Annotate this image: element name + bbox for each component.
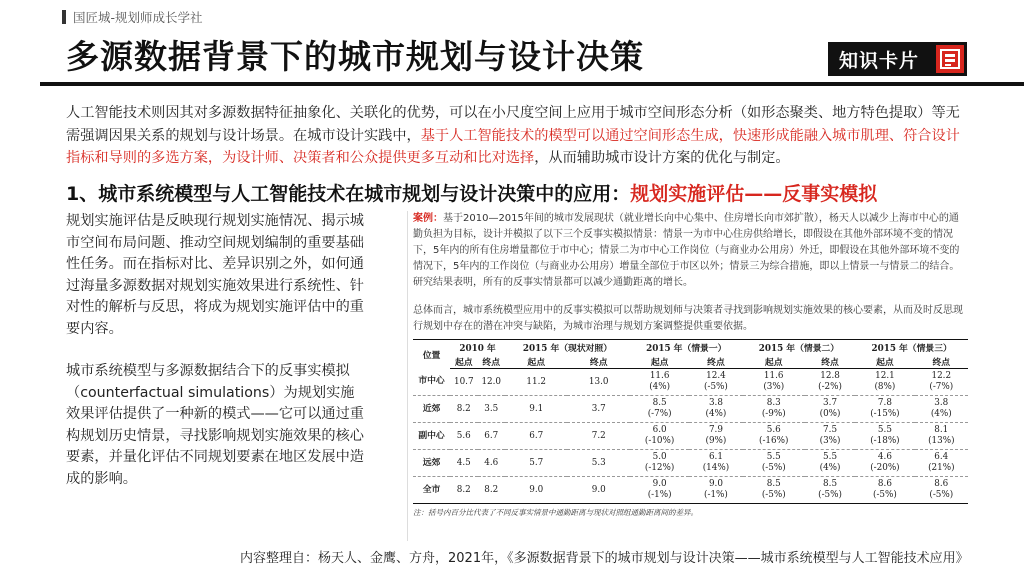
- left-paragraph-1: 规划实施评估是反映现行规划实施情况、揭示城市空间布局问题、推动空间规划编制的重要基础性任务。而在指标对比、差异识别之外，如何通过海量多源数据对规划实施效果进行系统性、针对性的解析与反思，将成为规划实施评估中的重要内容。: [66, 213, 364, 337]
- intro-highlight: 基于人工智能技术的模型可以通过空间形态生成，快速形成能融入城市肌理、符合设计指标和导则的多选方案，为设计师、决策者和公众提供更多互动和比对选择: [66, 127, 960, 166]
- cell-value: 5.7: [529, 457, 544, 468]
- cell-percent: (-2%): [818, 382, 842, 392]
- cell-percent: (-5%): [818, 490, 842, 500]
- table-cell: [855, 450, 914, 477]
- cell-value: 13.0: [588, 376, 609, 387]
- intro-text-1: 人工智能技术则因其对多源数据特征抽象化、关联化的优势，可以在小尺度空间上应用于城市空间形态分析（如形态聚类、地方特色提取）等无需强调因果关系的规划与设计场景。在城市设计实践中，: [66, 105, 960, 144]
- table-cell: [630, 450, 689, 477]
- cell-percent: (-5%): [873, 490, 897, 500]
- row-location: 近郊: [413, 396, 450, 423]
- cell-value: 3.7: [823, 398, 838, 408]
- row-location: 远郊: [413, 450, 450, 477]
- sub-header: 起点: [505, 354, 568, 369]
- row-location: 副中心: [413, 423, 450, 450]
- cell-value: 12.2: [931, 371, 952, 381]
- cell-value: 8.5: [766, 479, 781, 489]
- cell-value: 6.4: [934, 452, 949, 462]
- table-cell: [743, 477, 805, 504]
- cell-value: 4.6: [484, 457, 499, 468]
- cell-percent: (21%): [928, 463, 955, 473]
- cell-value: 8.2: [456, 403, 471, 414]
- table-cell: [450, 477, 477, 504]
- table-cell: [567, 396, 630, 423]
- intro-text-2: ，从而辅助城市设计方案的优化与制定。: [534, 150, 790, 166]
- case-label: 案例：: [413, 213, 443, 224]
- cell-value: 11.2: [526, 376, 547, 387]
- sub-header: 终点: [805, 354, 855, 369]
- table-cell: [805, 369, 855, 396]
- table-cell: [567, 369, 630, 396]
- cell-percent: (-7%): [647, 409, 672, 419]
- table-row: [413, 396, 968, 423]
- table-cell: [743, 396, 805, 423]
- cell-percent: (3%): [763, 382, 785, 392]
- sub-header: 终点: [689, 354, 742, 369]
- cell-percent: (-5%): [704, 382, 728, 392]
- sub-header: 起点: [450, 354, 477, 369]
- cell-value: 12.1: [875, 371, 895, 381]
- cell-percent: (3%): [819, 436, 841, 446]
- table-cell: [505, 477, 568, 504]
- cell-percent: (13%): [928, 436, 955, 446]
- table-cell: [743, 423, 805, 450]
- table-cell: [689, 423, 742, 450]
- cell-percent: (4%): [705, 409, 727, 419]
- cell-percent: (9%): [705, 436, 727, 446]
- table-row: [413, 369, 968, 396]
- table-cell: [689, 396, 742, 423]
- table-cell: [567, 477, 630, 504]
- table-cell: [915, 423, 968, 450]
- table-cell: [505, 369, 568, 396]
- sub-header: 终点: [567, 354, 630, 369]
- cell-percent: (-7%): [929, 382, 954, 392]
- cell-value: 9.0: [652, 479, 667, 489]
- cell-percent: (-12%): [644, 463, 675, 473]
- cell-value: 11.6: [763, 371, 784, 381]
- cell-percent: (4%): [819, 463, 841, 473]
- row-location: 全市: [413, 477, 450, 504]
- table-cell: [805, 450, 855, 477]
- table-cell: [689, 477, 742, 504]
- cell-value: 5.0: [652, 452, 667, 462]
- logo-icon: [936, 45, 964, 73]
- section-heading: [66, 179, 877, 206]
- cell-value: 10.7: [453, 376, 474, 387]
- source-citation: 内容整理自：杨天人、金鹰、方舟，2021年，《多源数据背景下的城市规划与设计决策——城市系统模型与人工智能技术应用》: [240, 551, 969, 566]
- commute-table: [413, 339, 968, 504]
- group-header: 2015 年（现状对照）: [505, 340, 630, 355]
- group-header: 2015 年（情景三）: [855, 340, 968, 355]
- table-cell: [855, 477, 914, 504]
- cell-value: 8.2: [456, 484, 471, 495]
- cell-value: 11.6: [649, 371, 670, 381]
- cell-percent: (-1%): [704, 490, 728, 500]
- table-cell: [855, 369, 914, 396]
- cell-value: 5.3: [591, 457, 606, 468]
- case-panel: [407, 211, 968, 541]
- cell-value: 9.0: [708, 479, 723, 489]
- intro-paragraph: [66, 102, 966, 170]
- cell-value: 9.0: [529, 484, 544, 495]
- sub-header: 起点: [630, 354, 689, 369]
- cell-percent: (-15%): [870, 409, 900, 419]
- table-cell: [450, 423, 477, 450]
- case-summary: 总体而言，城市系统模型应用中的反事实模拟可以帮助规划师与决策者寻找到影响规划实施效果的核心要素，从而及时反思现行规划中存在的潜在冲突与缺陷，为城市治理与规划方案调整提供重要依据。: [413, 305, 963, 332]
- cell-percent: (8%): [874, 382, 896, 392]
- table-cell: [478, 396, 505, 423]
- cell-value: 5.6: [456, 430, 471, 441]
- cell-value: 8.1: [934, 425, 949, 435]
- table-cell: [630, 423, 689, 450]
- cell-value: 3.8: [934, 398, 949, 408]
- cell-value: 8.6: [877, 479, 892, 489]
- cell-percent: (14%): [702, 463, 730, 473]
- case-body: 基于2010—2015年间的城市发展现状（就业增长向中心集中、住房增长向市郊扩散），杨天人以减少上海市中心的通勤负担为目标，设计并模拟了以下三个反事实模拟情景：情景一为市中心住房供给增长，即假设在其他外部环境不变的情况下，5年内的所有住房增量都位于市中心；情景二为市中心工作岗位（与商业办公用房）外迁，即假设在其他外部环境不变的情况下，5年内的工作岗位（与商业办公用房）增量全部位于市区以外；情景三为综合措施，即以上情景一与情景二的结合。研究结果表明，所有的反事实情景都可以减少通勤距离的增长。: [413, 213, 960, 288]
- cell-value: 5.5: [877, 425, 892, 435]
- sub-header: 起点: [743, 354, 805, 369]
- cell-value: 9.0: [591, 484, 606, 495]
- table-cell: [915, 369, 968, 396]
- cell-value: 8.5: [652, 398, 667, 408]
- cell-percent: (0%): [819, 409, 841, 419]
- cell-value: 8.6: [934, 479, 949, 489]
- cell-percent: (4%): [930, 409, 952, 419]
- cell-value: 7.9: [708, 425, 723, 435]
- cell-percent: (-1%): [647, 490, 672, 500]
- cell-percent: (-5%): [761, 490, 786, 500]
- brand-name: 国匠城-规划师成长学社: [73, 10, 203, 25]
- cell-percent: (-16%): [759, 436, 789, 446]
- cell-value: 5.6: [766, 425, 781, 435]
- group-header: 2010 年: [450, 340, 505, 355]
- case-text: [408, 211, 968, 291]
- table-cell: [630, 396, 689, 423]
- table-cell: [630, 369, 689, 396]
- cell-percent: (-10%): [644, 436, 675, 446]
- section-heading-highlight: 规划实施评估——反事实模拟: [630, 183, 878, 205]
- table-cell: [805, 396, 855, 423]
- section-heading-main: 1、城市系统模型与人工智能技术在城市规划与设计决策中的应用：: [66, 183, 631, 205]
- cell-value: 8.5: [823, 479, 838, 489]
- table-cell: [689, 450, 742, 477]
- loc-header: 位置: [413, 340, 450, 369]
- table-cell: [567, 450, 630, 477]
- brand-bar: [62, 10, 66, 24]
- table-cell: [505, 450, 568, 477]
- table-note: 注：括号内百分比代表了不同反事实情景中通勤距离与现状对照组通勤距离间的差异。: [413, 508, 698, 517]
- cell-value: 7.5: [823, 425, 838, 435]
- table-cell: [478, 450, 505, 477]
- brand-header: [62, 8, 203, 26]
- table-cell: [915, 396, 968, 423]
- card-label: 知识卡片: [839, 49, 920, 72]
- cell-value: 3.5: [484, 403, 499, 414]
- left-column: [66, 211, 366, 490]
- knowledge-card-badge: [828, 42, 967, 76]
- table-cell: [805, 423, 855, 450]
- table-cell: [450, 450, 477, 477]
- table-cell: [630, 477, 689, 504]
- cell-value: 12.4: [706, 371, 726, 381]
- cell-value: 12.8: [820, 371, 840, 381]
- table-cell: [915, 477, 968, 504]
- sub-header: 终点: [478, 354, 505, 369]
- group-header: 2015 年（情景一）: [630, 340, 743, 355]
- cell-value: 6.0: [652, 425, 667, 435]
- table-cell: [743, 369, 805, 396]
- cell-value: 6.1: [708, 452, 723, 462]
- cell-value: 8.3: [766, 398, 781, 408]
- sub-header: 终点: [915, 354, 968, 369]
- table-cell: [450, 396, 477, 423]
- table-cell: [478, 369, 505, 396]
- cell-value: 6.7: [484, 430, 499, 441]
- cell-value: 7.8: [877, 398, 892, 408]
- cell-percent: (-20%): [870, 463, 900, 473]
- table-row: [413, 477, 968, 504]
- table-cell: [450, 369, 477, 396]
- cell-value: 12.0: [481, 376, 502, 387]
- cell-percent: (-9%): [761, 409, 786, 419]
- sub-header: 起点: [855, 354, 914, 369]
- group-header: 2015 年（情景二）: [743, 340, 856, 355]
- table-cell: [505, 423, 568, 450]
- table-cell: [567, 423, 630, 450]
- table-cell: [805, 477, 855, 504]
- table-cell: [689, 369, 742, 396]
- title-rule: [40, 82, 1024, 86]
- cell-value: 4.5: [456, 457, 471, 468]
- page-title: 多源数据背景下的城市规划与设计决策: [66, 37, 644, 76]
- table-row: [413, 450, 968, 477]
- cell-value: 4.6: [877, 452, 892, 462]
- cell-value: 6.7: [529, 430, 544, 441]
- table-cell: [478, 477, 505, 504]
- cell-percent: (-18%): [870, 436, 900, 446]
- cell-value: 7.2: [591, 430, 606, 441]
- left-paragraph-2: 城市系统模型与多源数据结合下的反事实模拟（counterfactual simulations）为规划实施效果评估提供了一种新的模式——它可以通过重构规划历史情景，寻找影响规划实施效果的核心要素，并量化评估不同规划要素在地区发展中造成的影响。: [66, 363, 364, 487]
- row-location: 市中心: [413, 369, 450, 396]
- cell-percent: (-5%): [929, 490, 954, 500]
- cell-percent: (4%): [649, 382, 671, 392]
- cell-value: 8.2: [484, 484, 499, 495]
- table-cell: [743, 450, 805, 477]
- cell-value: 3.7: [591, 403, 606, 414]
- table-cell: [478, 423, 505, 450]
- cell-value: 5.5: [823, 452, 838, 462]
- cell-percent: (-5%): [761, 463, 786, 473]
- cell-value: 9.1: [529, 403, 544, 414]
- table-cell: [855, 396, 914, 423]
- table-cell: [505, 396, 568, 423]
- table-row: [413, 423, 968, 450]
- table-cell: [915, 450, 968, 477]
- table-cell: [855, 423, 914, 450]
- cell-value: 5.5: [766, 452, 781, 462]
- cell-value: 3.8: [708, 398, 723, 408]
